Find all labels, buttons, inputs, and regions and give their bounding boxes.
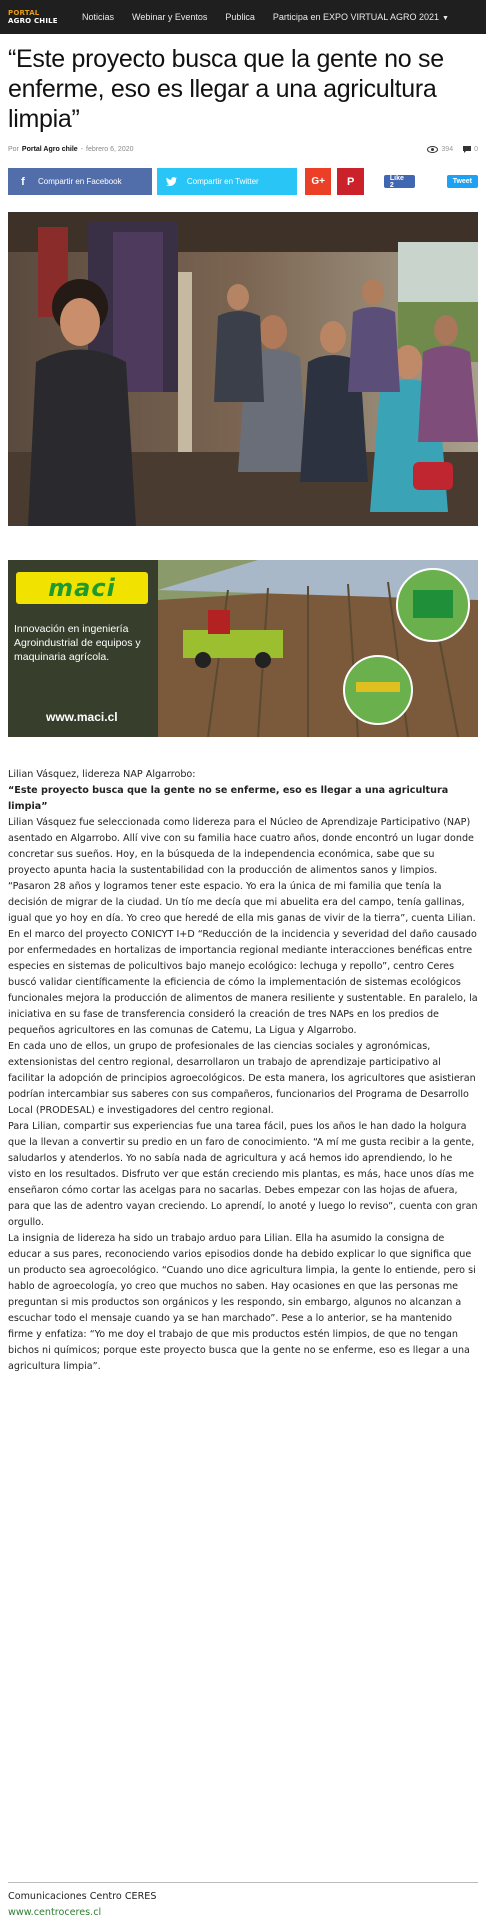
article-meta <box>8 142 478 156</box>
share-facebook-label: Compartir en Facebook <box>38 177 122 186</box>
paragraph-4: En cada uno de ellos, un grupo de profesionales de las ciencias sociales y agronómicas, extensionistas del centro regional, desarrollaron un trabajo de aprendizaje participativo al facilitar la adopción de principios agroecológicos. De esta manera, los agricultores que asistieran podrían intercambiar sus saberes con sus compañeros, funcionarios del Programa de Desarrollo Local (PRODESAL) e investigadores del centro regional. <box>8 1041 476 1116</box>
author-link[interactable]: Portal Agro chile <box>21 145 78 153</box>
views-count: 394 <box>441 145 454 153</box>
footer-url-link[interactable]: www.centroceres.cl <box>8 1907 102 1918</box>
top-navbar <box>0 0 486 34</box>
nav-item-webinar[interactable]: Webinar y Eventos <box>132 12 208 22</box>
nav-item-publica[interactable]: Publica <box>225 12 255 22</box>
views-counter <box>427 146 453 153</box>
share-pinterest-button[interactable] <box>337 168 364 195</box>
site-logo[interactable] <box>8 4 70 30</box>
article-title: “Este proyecto busca que la gente no se enferme, eso es llegar a una agricultura limpia” <box>8 45 444 133</box>
maci-tagline: Innovación en ingeniería Agroindustrial de equipos y maquinaria agrícola. <box>14 623 141 663</box>
nav-item-expo[interactable] <box>273 12 449 22</box>
paragraph-3: En el marco del proyecto CONICYT I+D “Reducción de la incidencia y severidad del daño causado por enfermedades en hortalizas de importancia regional mediante interacciones benéficas entre especies en sistemas de policultivos bajo manejo ecológico: lechuga y repollo”, centro Ceres buscó validar científicamente la eficiencia de cómo la implementación de sistemas ecológicos funcionales mejora la producción de alimentos de manera resiliente y sustentable. En paralelo, la iniciativa en su fase de transferencia consideró la creación de tres NAPs en los predios de pequeños agricultores en las comunas de Catemu, La Ligua y Algarrobo. <box>8 929 478 1036</box>
share-twitter-label: Compartir en Twitter <box>186 177 259 186</box>
main-nav <box>82 12 449 22</box>
comments-count: 0 <box>474 145 478 153</box>
logo-line-1: PORTAL <box>8 9 40 17</box>
share-googleplus-button[interactable] <box>305 168 332 195</box>
share-facebook-button[interactable] <box>8 168 152 195</box>
article-footer <box>8 1882 478 1921</box>
by-label: Por <box>8 145 19 153</box>
googleplus-icon: G+ <box>311 176 325 187</box>
comments-counter[interactable] <box>463 146 478 153</box>
chevron-down-icon: ▼ <box>442 15 449 22</box>
paragraph-6: La insignia de lidereza ha sido un trabajo arduo para Lilian. Ella ha asumido la consigna de educar a sus pares, reconociendo varios episodios donde ha debido explicar lo que significa que un producto sea agroecológico. “Cuando uno dice agricultura limpia, la gente lo entiende, pero si hablo de agroecología, yo creo que muchos no saben. Hay ocasiones en que las personas me preguntan si mis productos son orgánicos y les respondo, sin embargo, algunos no alcanzan a escuchar todo el mensaje cuando ya se han marchado”. Pese a lo anterior, se ha mantenido firme y enfatiza: “Yo me doy el trabajo de que mis productos estén limpios, de que no tengan bichos ni químicos; porque este proyecto busca que la gente no se enferme, eso es llegar a una agricultura limpia”. <box>8 1233 476 1372</box>
nav-item-noticias[interactable]: Noticias <box>82 12 115 22</box>
footer-org: Comunicaciones Centro CERES <box>8 1891 157 1902</box>
comment-icon <box>463 146 471 153</box>
paragraph-1: Lilian Vásquez fue seleccionada como lidereza para el Núcleo de Aprendizaje Participativo (NAP) asentado en Algarrobo. Allí vive con su familia hace cuatro años, donde encontró un lugar donde concretar sus sueños. Hoy, en la búsqueda de la independencia económica, sabe que su proyecto apunta hacia la sustentabilidad con la producción de alimentos sanos y limpios. <box>8 817 474 876</box>
paragraph-2: “Pasaron 28 años y logramos tener este espacio. Yo era la única de mi familia que tenía la decisión de migrar de la ciudad. Un tío me decía que mi abuelita era del campo, tenía gallinas, igual que yo hoy en día. Yo creo que heredé de ella mis ganas de vivir de la tierra”, cuenta Lilian. <box>8 881 476 924</box>
twitter-icon <box>157 177 187 186</box>
article-photo-graphic <box>8 212 478 526</box>
eye-icon <box>427 146 438 153</box>
pinterest-icon: P <box>346 175 355 188</box>
photo-caption: Lilian Vásquez, lidereza NAP Algarrobo: <box>8 769 196 780</box>
article-body <box>8 767 478 1375</box>
maci-url: www.maci.cl <box>46 710 118 724</box>
share-twitter-button[interactable] <box>157 168 297 195</box>
tweet-button[interactable] <box>447 175 478 188</box>
share-bar <box>8 168 478 195</box>
publish-date: febrero 6, 2020 <box>86 145 134 153</box>
facebook-icon: f <box>21 175 25 188</box>
meta-separator: - <box>80 145 84 153</box>
pull-quote: “Este proyecto busca que la gente no se enferme, eso es llegar a una agricultura limpia” <box>8 785 449 812</box>
maci-logo: maci <box>48 574 116 602</box>
paragraph-5: Para Lilian, compartir sus experiencias fue una tarea fácil, pues los años le han dado la holgura que la llevan a convertir su predio en un faro de conocimiento. “A mí me gusta recibir a la gente, saludarlos y atenderlos. Yo no sabía nada de agricultura y acá hemos ido aprendiendo, lo he visto en los resultados. Disfruto ver que están creciendo mis plantas, es más, hace unos días me enseñaron cómo cortar las acelgas para no sacarlas. Debes empezar con las hojas de afuera, para que las de adentro vayan creciendo. Lo aprendí, lo anoté y luego lo reviso”, cuenta con gran orgullo. <box>8 1121 478 1228</box>
facebook-like-button[interactable] <box>384 175 415 188</box>
maci-advertisement[interactable] <box>8 560 478 737</box>
article-photo <box>8 212 478 526</box>
logo-line-2: AGRO CHILE <box>8 17 58 25</box>
nav-item-expo-label: Participa en EXPO VIRTUAL AGRO 2021 <box>272 12 439 22</box>
like-label: Like 2 <box>389 174 404 189</box>
tweet-label: Tweet <box>452 178 473 185</box>
